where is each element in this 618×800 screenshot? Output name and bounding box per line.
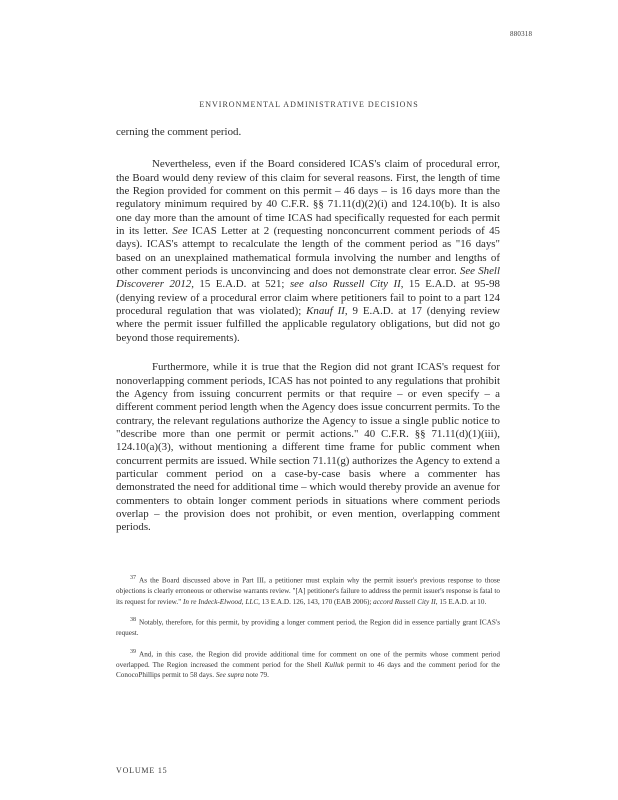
footnote — [116, 573, 500, 607]
footnote — [116, 647, 500, 681]
text-run: Nevertheless, even if the Board considered ICAS's claim of procedural error, the Board would deny review of this claim for several reasons. First, the length of time the Region provided for comment on this permit – 46 days – is 16 days more than the regulatory minimum required by 40 C.F.R. §§ 71.11(d)(2)(i) and 124.10(b). It is also one day more than the amount of time ICAS had specifically requested for each permit in its letter. — [116, 158, 500, 238]
citation-signal: See — [172, 225, 188, 238]
page-number: 880318 — [510, 30, 533, 38]
text-run: , 15 E.A.D. at 95-98 (denying review of a procedural error claim where petitioners fail to point to a part 124 procedural regulation that was violated); — [116, 278, 500, 318]
text-run: ICAS Letter at 2 (requesting nonconcurrent comment periods of 45 days). ICAS's attempt to recalculate the length of the comment period as "16 days" based on an unexplained mathematical formula involving the number and lengths of other comment periods is unconvincing and does not demonstrate clear error. — [116, 225, 500, 278]
footnote-text: As the Board discussed above in Part III, a petitioner must explain why the permit issuer's previous response to those objections is clearly erroneous or otherwise warrants review. "[A] petitioner's failure to address the permit issuer's response is fatal to its request for review." — [116, 576, 500, 606]
footnote — [116, 615, 500, 639]
case-citation: See Shell Discoverer 2012 — [116, 265, 500, 291]
text-run: , 9 E.A.D. at 17 (denying review where the permit issuer fulfilled the applicable regulatory obligations, but did not go beyond those requirements). — [116, 305, 500, 344]
footnote-number: 39 — [130, 648, 136, 655]
paragraph-1 — [116, 158, 500, 345]
citation-signal: See supra — [215, 671, 244, 680]
footnote-number: 38 — [130, 617, 136, 624]
case-citation: accord Russell City II — [373, 597, 436, 606]
footnote-text: note 79. — [243, 671, 269, 680]
footnotes — [116, 573, 500, 689]
footnote-text: And, in this case, the Region did provide additional time for comment on one of the permits whose comment period overlapped. The Region increased the comment period for the Shell — [116, 650, 500, 669]
footnote-text: Notably, therefore, for this permit, by providing a longer comment period, the Region did in essence partially grant ICAS's request. — [116, 618, 500, 638]
case-citation: In re Indeck-Elwood, LLC — [182, 597, 259, 606]
continued-paragraph: cerning the comment period. — [116, 126, 242, 138]
text-run: , 15 E.A.D. at 521; — [191, 278, 285, 291]
paragraph-2: Furthermore, while it is true that the Region did not grant ICAS's request for nonoverlapping comment periods, ICAS has not pointed to any regulations that prohibit the Agency from issuing concurrent permits or that require – or even specify – a different comment period length when the Agency does issue concurrent permits. To the contrary, the relevant regulations authorize the Agency to issue a single public notice to "describe more than one permit or permit actions." 40 C.F.R. §§ 71.11(d)(1)(iii), 124.10(a)(3), without mentioning a different time frame for public comment when concurrent permits are issued. While section 71.11(g) authorizes the Agency to extend a particular comment period on a case-by-case basis where a commenter has demonstrated the need for additional time – which would thereby provide an avenue for commenters to obtain longer comment periods in situations where comment periods overlap – the provision does not prohibit, or even mention, overlapping comment periods. — [116, 361, 500, 534]
case-citation: Kulluk — [324, 660, 344, 669]
case-citation: see also Russell City II — [289, 278, 401, 291]
volume-label: VOLUME 15 — [116, 766, 168, 775]
case-citation: Knauf II — [306, 305, 345, 318]
running-head: ENVIRONMENTAL ADMINISTRATIVE DECISIONS — [199, 100, 419, 109]
footnote-text: , 13 E.A.D. 126, 143, 170 (EAB 2006); — [258, 597, 372, 606]
footnote-number: 37 — [130, 575, 136, 581]
main-text — [116, 126, 500, 551]
footnote-text: permit to 46 days and the comment period for the ConocoPhillips permit to 58 days. — [116, 660, 500, 680]
footnote-text: , 15 E.A.D. at 10. — [435, 597, 487, 606]
